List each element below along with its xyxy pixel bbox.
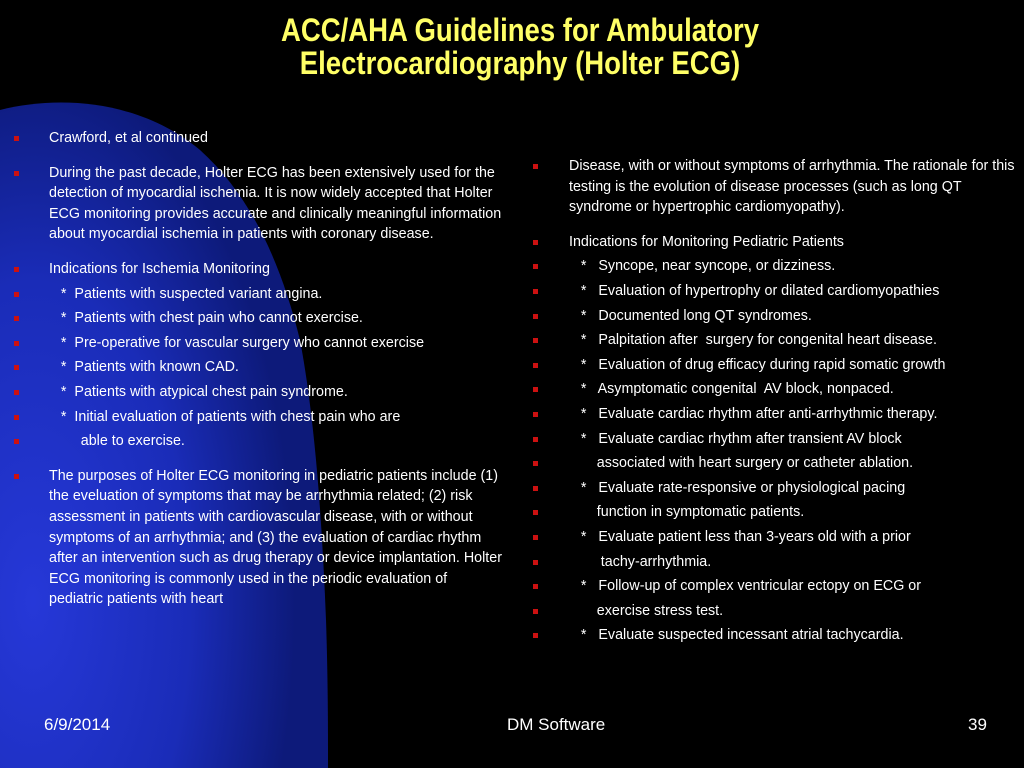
list-item: * Patients with atypical chest pain syndrome. xyxy=(14,382,504,403)
square-bullet-icon xyxy=(533,437,538,442)
title-line-2: Electrocardiography (Holter ECG) xyxy=(299,45,741,81)
list-item: Indications for Monitoring Pediatric Patients xyxy=(533,232,1019,253)
list-item: * Syncope, near syncope, or dizziness. xyxy=(533,256,1019,277)
square-bullet-icon xyxy=(533,535,538,540)
slide-number: 39 xyxy=(968,715,987,734)
list-item: associated with heart surgery or catheter ablation. xyxy=(533,453,1019,474)
list-item: exercise stress test. xyxy=(533,601,1019,622)
square-bullet-icon xyxy=(14,171,19,176)
list-item: Crawford, et al continued xyxy=(14,128,504,149)
title-line-1: ACC/AHA Guidelines for Ambulatory xyxy=(280,12,760,48)
square-bullet-icon xyxy=(533,314,538,319)
list-item: * Evaluate rate-responsive or physiological pacing xyxy=(533,478,1019,499)
square-bullet-icon xyxy=(14,390,19,395)
list-item: able to exercise. xyxy=(14,431,504,452)
list-item: * Patients with chest pain who cannot exercise. xyxy=(14,308,504,329)
square-bullet-icon xyxy=(533,164,538,169)
list-item: * Evaluate suspected incessant atrial tachycardia. xyxy=(533,625,1019,646)
list-item: tachy-arrhythmia. xyxy=(533,552,1019,573)
list-item: * Pre-operative for vascular surgery who cannot exercise xyxy=(14,333,504,354)
list-item: During the past decade, Holter ECG has been extensively used for the detection of myocardial ischemia. It is now widely accepted that Holter ECG monitoring provides accurate and clinically meaningful information about myocardial ischemia in patients with coronary disease. xyxy=(14,163,504,245)
footer-date: 6/9/2014 xyxy=(44,715,111,734)
square-bullet-icon xyxy=(533,486,538,491)
square-bullet-icon xyxy=(533,412,538,417)
slide-title xyxy=(202,14,838,80)
square-bullet-icon xyxy=(533,461,538,466)
list-item: * Evaluate cardiac rhythm after anti-arrhythmic therapy. xyxy=(533,404,1019,425)
list-item: * Documented long QT syndromes. xyxy=(533,306,1019,327)
square-bullet-icon xyxy=(533,289,538,294)
list-item: * Asymptomatic congenital AV block, nonpaced. xyxy=(533,379,1019,400)
square-bullet-icon xyxy=(14,316,19,321)
list-item: * Patients with suspected variant angina. xyxy=(14,284,504,305)
list-item: * Evaluate cardiac rhythm after transient AV block xyxy=(533,429,1019,450)
square-bullet-icon xyxy=(533,387,538,392)
left-column xyxy=(14,128,504,610)
square-bullet-icon xyxy=(533,584,538,589)
list-item: Indications for Ischemia Monitoring xyxy=(14,259,504,280)
list-item: * Initial evaluation of patients with chest pain who are xyxy=(14,407,504,428)
square-bullet-icon xyxy=(14,439,19,444)
square-bullet-icon xyxy=(14,136,19,141)
list-item: Disease, with or without symptoms of arrhythmia. The rationale for this testing is the evolution of disease processes (such as long QT syndrome or hypertrophic cardiomyopathy). xyxy=(533,156,1019,218)
footer-company: DM Software xyxy=(507,715,606,734)
square-bullet-icon xyxy=(533,510,538,515)
list-item: * Palpitation after surgery for congenital heart disease. xyxy=(533,330,1019,351)
list-item: * Evaluate patient less than 3-years old with a prior xyxy=(533,527,1019,548)
list-item: * Evaluation of hypertrophy or dilated cardiomyopathies xyxy=(533,281,1019,302)
square-bullet-icon xyxy=(533,338,538,343)
square-bullet-icon xyxy=(533,609,538,614)
square-bullet-icon xyxy=(533,264,538,269)
square-bullet-icon xyxy=(14,267,19,272)
square-bullet-icon xyxy=(14,292,19,297)
list-item: * Follow-up of complex ventricular ectopy on ECG or xyxy=(533,576,1019,597)
list-item: function in symptomatic patients. xyxy=(533,502,1019,523)
square-bullet-icon xyxy=(14,474,19,479)
square-bullet-icon xyxy=(14,341,19,346)
list-item: The purposes of Holter ECG monitoring in pediatric patients include (1) the eveluation of symptoms that may be arrhythmia related; (2) risk assessment in patients with cardiovascular disease, with or without symptoms of an arrhythmia; and (3) the evaluation of cardiac rhythm after an intervention such as drug therapy or device implantation. Holter ECG monitoring is commonly used in the periodic evaluation of pediatric patients with heart xyxy=(14,466,504,610)
square-bullet-icon xyxy=(533,633,538,638)
square-bullet-icon xyxy=(533,240,538,245)
list-item: * Evaluation of drug efficacy during rapid somatic growth xyxy=(533,355,1019,376)
square-bullet-icon xyxy=(14,365,19,370)
list-item: * Patients with known CAD. xyxy=(14,357,504,378)
square-bullet-icon xyxy=(533,560,538,565)
right-column xyxy=(533,156,1019,646)
square-bullet-icon xyxy=(14,415,19,420)
square-bullet-icon xyxy=(533,363,538,368)
